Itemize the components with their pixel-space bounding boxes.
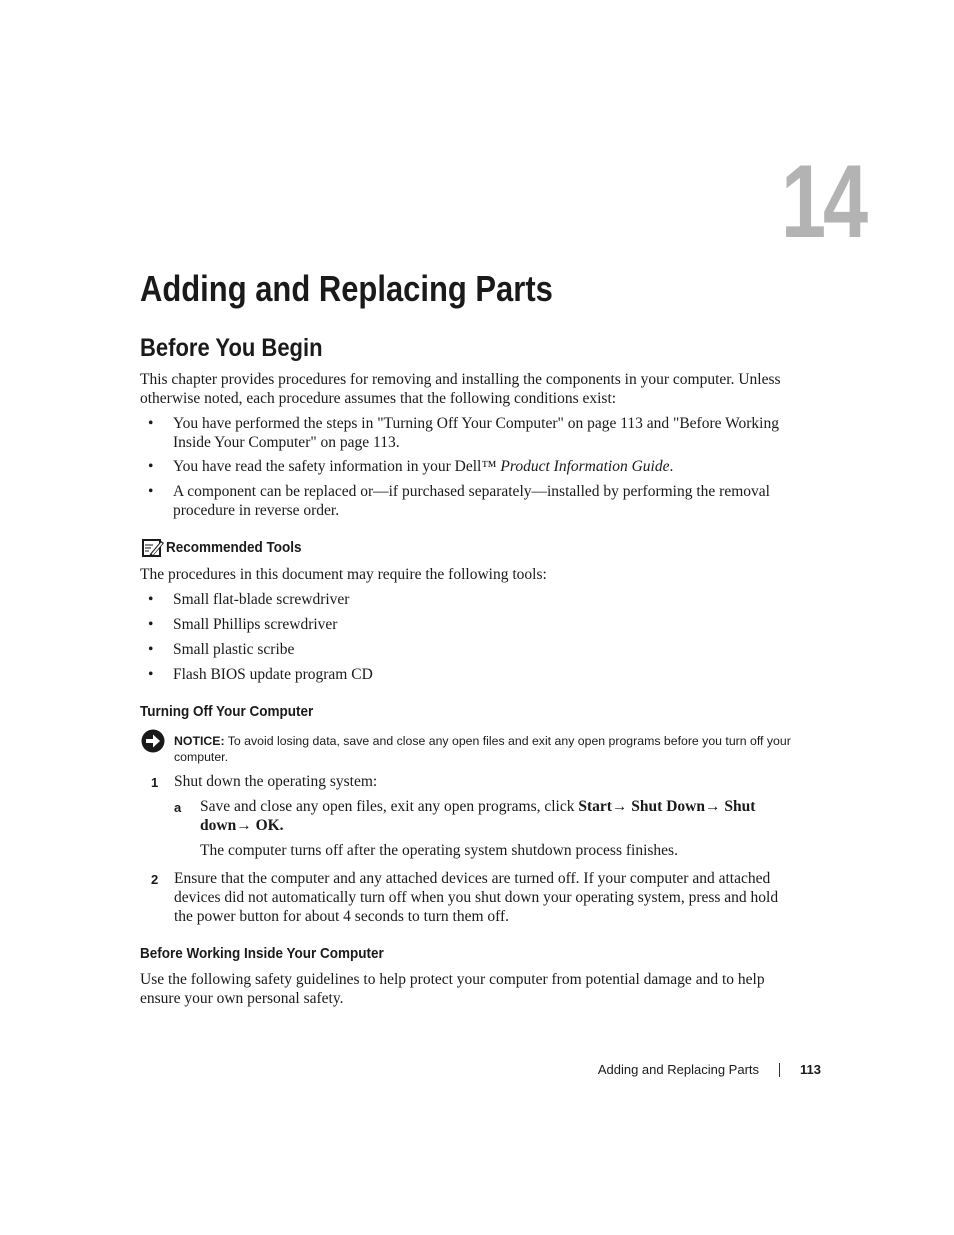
recommended-tools-heading-row — [142, 538, 317, 558]
bullet-icon: • — [148, 591, 154, 608]
list-item-text: Small flat-blade screwdriver — [173, 591, 350, 608]
notice-body: To avoid losing data, save and close any open files and exit any open programs before you turn off your computer. — [174, 734, 791, 764]
turning-off-heading: Turning Off Your Computer — [140, 703, 314, 720]
conditions-list — [140, 414, 790, 520]
notice-arrow-icon — [141, 729, 165, 753]
notice-text — [174, 733, 814, 765]
bullet-icon: • — [148, 458, 154, 475]
list-item — [140, 482, 790, 520]
page-number: 113 — [800, 1062, 821, 1077]
list-item-text: Small plastic scribe — [173, 641, 295, 658]
bullet-icon: • — [148, 415, 154, 432]
chapter-title: Adding and Replacing Parts — [140, 268, 553, 309]
list-item — [140, 665, 790, 684]
shut-down-option-path: Shut down — [200, 798, 756, 834]
substep-note-text: The computer turns off after the operating system shutdown process finishes. — [200, 842, 678, 859]
tools-list — [140, 590, 790, 684]
list-item — [140, 590, 790, 609]
pencil-note-icon — [142, 538, 164, 558]
list-item — [140, 640, 790, 659]
list-item-text: Small Phillips screwdriver — [173, 616, 338, 633]
tools-intro: The procedures in this document may require the following tools: — [140, 566, 547, 583]
start-menu-path: Start — [578, 798, 612, 815]
substep-a — [174, 797, 774, 835]
ok-option-path: OK. — [251, 817, 284, 834]
list-item-text: You have read the safety information in your Dell™ — [173, 458, 501, 475]
before-working-heading: Before Working Inside Your Computer — [140, 945, 384, 962]
list-item-text: Flash BIOS update program CD — [173, 666, 373, 683]
bullet-icon: • — [148, 641, 154, 658]
bullet-icon: • — [148, 483, 154, 500]
step-number: 2 — [151, 872, 159, 887]
list-item-end: . — [669, 458, 674, 475]
list-item-text: You have performed the steps in "Turning Off Your Computer" on page 113 and "Before Working Inside Your Computer" on page 113. — [173, 415, 779, 451]
substep-text-lead: Save and close any open files, exit any open programs, click — [200, 798, 579, 815]
substep-letter: a — [174, 800, 182, 815]
substep-text — [200, 797, 774, 835]
bullet-icon: • — [148, 616, 154, 633]
arrow-icon: → — [611, 798, 628, 815]
step-number: 1 — [151, 775, 159, 790]
notice-label: NOTICE: — [174, 734, 225, 748]
list-item — [140, 457, 790, 476]
shut-down-menu-path: Shut Down — [627, 798, 705, 815]
bullet-icon: • — [148, 666, 154, 683]
section-title-before-you-begin: Before You Begin — [140, 334, 323, 362]
footer-section: Adding and Replacing Parts — [597, 1062, 760, 1077]
list-item — [140, 414, 790, 452]
arrow-icon: → — [704, 798, 721, 815]
arrow-icon: → — [236, 817, 252, 834]
list-item-italic: Product Information Guide — [500, 458, 670, 475]
recommended-tools-heading: Recommended Tools — [166, 539, 302, 556]
footer-divider — [779, 1063, 780, 1077]
chapter-number: 14 — [781, 144, 865, 260]
before-working-paragraph: Use the following safety guidelines to help protect your computer from potential damage and to help ensure your own personal safety. — [140, 971, 765, 1007]
list-item — [140, 615, 790, 634]
step-text: Shut down the operating system: — [174, 773, 378, 790]
step-1 — [140, 772, 790, 791]
list-item-text: A component can be replaced or—if purchased separately—installed by performing the removal procedure in reverse order. — [173, 483, 770, 519]
page-footer — [598, 1062, 821, 1077]
step-text: Ensure that the computer and any attached devices are turned off. If your computer and attached devices did not automatically turn off when you shut down your operating system, press and hold the power button for about 4 seconds to turn them off. — [174, 870, 779, 925]
intro-paragraph: This chapter provides procedures for removing and installing the components in your computer. Unless otherwise noted, each procedure assumes that the following conditions exist: — [140, 371, 781, 407]
substep-a-note — [174, 841, 774, 860]
step-2 — [140, 869, 790, 926]
